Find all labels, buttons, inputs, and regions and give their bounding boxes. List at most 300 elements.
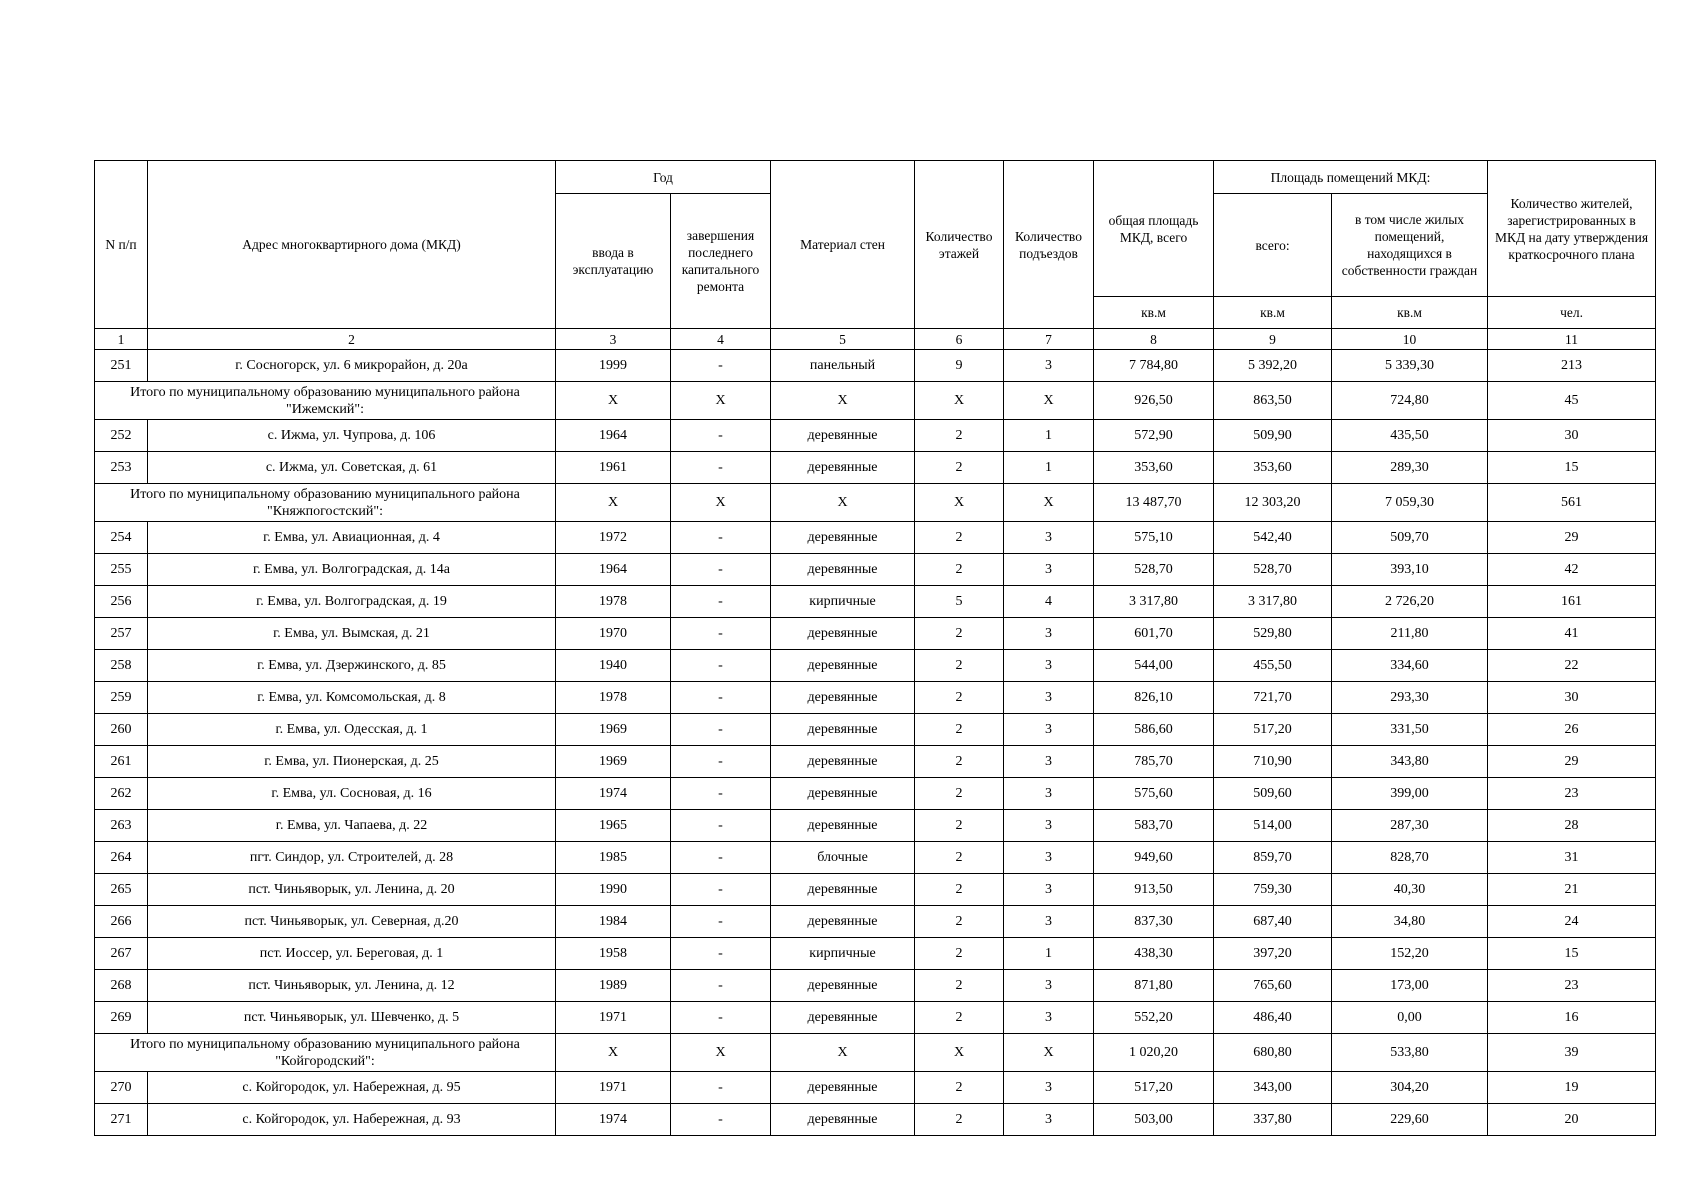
- cell-repair-year: -: [671, 1072, 771, 1104]
- cell-entrances: X: [1004, 1034, 1094, 1072]
- subtotal-row: [95, 382, 1656, 420]
- cell-address: с. Койгородок, ул. Набережная, д. 93: [148, 1104, 556, 1136]
- cell-wall-material: деревянные: [771, 778, 915, 810]
- cell-premises-total: 528,70: [1214, 554, 1332, 586]
- table-row: [95, 586, 1656, 618]
- cell-residents: 19: [1488, 1072, 1656, 1104]
- cell-wall-material: деревянные: [771, 1072, 915, 1104]
- cell-premises-total: 12 303,20: [1214, 484, 1332, 522]
- cell-premises-total: 509,60: [1214, 778, 1332, 810]
- table-row: [95, 1072, 1656, 1104]
- cell-premises-total: 514,00: [1214, 810, 1332, 842]
- cell-residents: 42: [1488, 554, 1656, 586]
- cell-floors: 2: [915, 714, 1004, 746]
- cell-wall-material: деревянные: [771, 650, 915, 682]
- cell-wall-material: деревянные: [771, 1002, 915, 1034]
- cell-premises-total: 343,00: [1214, 1072, 1332, 1104]
- cell-floors: 5: [915, 586, 1004, 618]
- cell-total-area: 353,60: [1094, 452, 1214, 484]
- cell-premises-private: 435,50: [1332, 420, 1488, 452]
- cell-wall-material: деревянные: [771, 746, 915, 778]
- cell-wall-material: деревянные: [771, 420, 915, 452]
- cell-wall-material: деревянные: [771, 874, 915, 906]
- cell-floors: 2: [915, 810, 1004, 842]
- cell-residents: 28: [1488, 810, 1656, 842]
- header-floors: Количество этажей: [915, 161, 1004, 329]
- header-num: N п/п: [95, 161, 148, 329]
- cell-num: 268: [95, 970, 148, 1002]
- cell-address: г. Емва, ул. Одесская, д. 1: [148, 714, 556, 746]
- cell-entrances: 4: [1004, 586, 1094, 618]
- cell-wall-material: X: [771, 382, 915, 420]
- cell-address: с. Ижма, ул. Советская, д. 61: [148, 452, 556, 484]
- cell-total-area: 785,70: [1094, 746, 1214, 778]
- cell-residents: 26: [1488, 714, 1656, 746]
- table-row: [95, 746, 1656, 778]
- cell-residents: 561: [1488, 484, 1656, 522]
- table-row: [95, 714, 1656, 746]
- header-address: Адрес многоквартирного дома (МКД): [148, 161, 556, 329]
- cell-year: 1964: [556, 554, 671, 586]
- cell-num: 267: [95, 938, 148, 970]
- cell-premises-total: 529,80: [1214, 618, 1332, 650]
- cell-num: 252: [95, 420, 148, 452]
- table-row: [95, 350, 1656, 382]
- table-row: [95, 420, 1656, 452]
- cell-residents: 161: [1488, 586, 1656, 618]
- cell-premises-total: 397,20: [1214, 938, 1332, 970]
- cell-total-area: 586,60: [1094, 714, 1214, 746]
- cell-floors: 2: [915, 1072, 1004, 1104]
- cell-wall-material: кирпичные: [771, 586, 915, 618]
- cell-repair-year: -: [671, 778, 771, 810]
- cell-address: с. Ижма, ул. Чупрова, д. 106: [148, 420, 556, 452]
- cell-repair-year: -: [671, 746, 771, 778]
- cell-floors: X: [915, 382, 1004, 420]
- header-entrances: Количество подъездов: [1004, 161, 1094, 329]
- cell-repair-year: X: [671, 382, 771, 420]
- table-row: [95, 1104, 1656, 1136]
- column-number: 9: [1214, 329, 1332, 350]
- header-total-area: общая площадь МКД, всего: [1094, 161, 1214, 297]
- cell-residents: 20: [1488, 1104, 1656, 1136]
- cell-entrances: 1: [1004, 938, 1094, 970]
- cell-premises-private: 724,80: [1332, 382, 1488, 420]
- cell-entrances: 3: [1004, 522, 1094, 554]
- cell-wall-material: кирпичные: [771, 938, 915, 970]
- cell-num: 257: [95, 618, 148, 650]
- cell-total-area: 7 784,80: [1094, 350, 1214, 382]
- cell-premises-private: 40,30: [1332, 874, 1488, 906]
- cell-residents: 30: [1488, 420, 1656, 452]
- cell-year: 1971: [556, 1072, 671, 1104]
- cell-repair-year: -: [671, 970, 771, 1002]
- cell-num: 270: [95, 1072, 148, 1104]
- cell-residents: 30: [1488, 682, 1656, 714]
- cell-total-area: 3 317,80: [1094, 586, 1214, 618]
- cell-premises-private: 5 339,30: [1332, 350, 1488, 382]
- header-wall-material: Материал стен: [771, 161, 915, 329]
- cell-wall-material: деревянные: [771, 682, 915, 714]
- cell-num: 259: [95, 682, 148, 714]
- cell-total-area: 13 487,70: [1094, 484, 1214, 522]
- cell-wall-material: деревянные: [771, 522, 915, 554]
- cell-floors: 2: [915, 452, 1004, 484]
- cell-premises-total: 486,40: [1214, 1002, 1332, 1034]
- cell-total-area: 438,30: [1094, 938, 1214, 970]
- column-number-row: [95, 329, 1656, 350]
- cell-wall-material: деревянные: [771, 1104, 915, 1136]
- cell-num: 269: [95, 1002, 148, 1034]
- cell-repair-year: -: [671, 452, 771, 484]
- cell-total-area: 601,70: [1094, 618, 1214, 650]
- cell-total-area: 528,70: [1094, 554, 1214, 586]
- cell-residents: 213: [1488, 350, 1656, 382]
- cell-repair-year: -: [671, 1104, 771, 1136]
- cell-year: X: [556, 1034, 671, 1072]
- table-row: [95, 522, 1656, 554]
- column-number: 7: [1004, 329, 1094, 350]
- cell-floors: 2: [915, 842, 1004, 874]
- subtotal-label: Итого по муниципальному образованию муниципального района "Княжпогостский":: [95, 484, 556, 522]
- cell-address: г. Емва, ул. Комсомольская, д. 8: [148, 682, 556, 714]
- cell-premises-private: 229,60: [1332, 1104, 1488, 1136]
- cell-total-area: 572,90: [1094, 420, 1214, 452]
- table-row: [95, 650, 1656, 682]
- cell-num: 256: [95, 586, 148, 618]
- cell-year: 1969: [556, 714, 671, 746]
- header-year-group: Год: [556, 161, 771, 194]
- cell-repair-year: -: [671, 810, 771, 842]
- cell-premises-total: 687,40: [1214, 906, 1332, 938]
- header-year-commission: ввода в эксплуатацию: [556, 194, 671, 329]
- cell-floors: 2: [915, 1104, 1004, 1136]
- cell-repair-year: X: [671, 1034, 771, 1072]
- cell-repair-year: X: [671, 484, 771, 522]
- cell-repair-year: -: [671, 586, 771, 618]
- cell-floors: 2: [915, 778, 1004, 810]
- cell-year: 1974: [556, 1104, 671, 1136]
- cell-address: г. Емва, ул. Пионерская, д. 25: [148, 746, 556, 778]
- cell-address: г. Емва, ул. Авиационная, д. 4: [148, 522, 556, 554]
- cell-residents: 21: [1488, 874, 1656, 906]
- cell-premises-private: 533,80: [1332, 1034, 1488, 1072]
- cell-repair-year: -: [671, 618, 771, 650]
- cell-wall-material: деревянные: [771, 618, 915, 650]
- cell-num: 264: [95, 842, 148, 874]
- cell-repair-year: -: [671, 1002, 771, 1034]
- cell-total-area: 575,10: [1094, 522, 1214, 554]
- cell-entrances: X: [1004, 484, 1094, 522]
- column-number: 8: [1094, 329, 1214, 350]
- table-row: [95, 938, 1656, 970]
- cell-total-area: 913,50: [1094, 874, 1214, 906]
- cell-premises-total: 710,90: [1214, 746, 1332, 778]
- cell-floors: X: [915, 1034, 1004, 1072]
- cell-entrances: 3: [1004, 554, 1094, 586]
- cell-wall-material: деревянные: [771, 714, 915, 746]
- cell-premises-private: 399,00: [1332, 778, 1488, 810]
- table-row: [95, 1002, 1656, 1034]
- cell-address: пст. Чиньяворык, ул. Ленина, д. 20: [148, 874, 556, 906]
- table-row: [95, 682, 1656, 714]
- cell-num: 265: [95, 874, 148, 906]
- cell-address: пст. Иоссер, ул. Береговая, д. 1: [148, 938, 556, 970]
- cell-year: X: [556, 382, 671, 420]
- cell-num: 271: [95, 1104, 148, 1136]
- cell-residents: 22: [1488, 650, 1656, 682]
- cell-entrances: 3: [1004, 1002, 1094, 1034]
- cell-floors: 2: [915, 420, 1004, 452]
- cell-residents: 16: [1488, 1002, 1656, 1034]
- cell-wall-material: деревянные: [771, 906, 915, 938]
- column-number: 5: [771, 329, 915, 350]
- cell-floors: 2: [915, 874, 1004, 906]
- cell-total-area: 826,10: [1094, 682, 1214, 714]
- cell-year: 1974: [556, 778, 671, 810]
- cell-premises-total: 337,80: [1214, 1104, 1332, 1136]
- header-residents: Количество жителей, зарегистрированных в МКД на дату утверждения краткосрочного плана: [1488, 161, 1656, 297]
- cell-address: г. Емва, ул. Вымская, д. 21: [148, 618, 556, 650]
- table-row: [95, 452, 1656, 484]
- cell-address: пгт. Синдор, ул. Строителей, д. 28: [148, 842, 556, 874]
- cell-repair-year: -: [671, 554, 771, 586]
- cell-residents: 29: [1488, 522, 1656, 554]
- cell-premises-private: 287,30: [1332, 810, 1488, 842]
- cell-premises-private: 343,80: [1332, 746, 1488, 778]
- subtotal-label: Итого по муниципальному образованию муниципального района "Койгородский":: [95, 1034, 556, 1072]
- header-premises-area-group: Площадь помещений МКД:: [1214, 161, 1488, 194]
- cell-floors: 2: [915, 938, 1004, 970]
- cell-premises-total: 3 317,80: [1214, 586, 1332, 618]
- cell-year: 1961: [556, 452, 671, 484]
- mkd-repair-plan-table: [94, 160, 1656, 1136]
- cell-total-area: 837,30: [1094, 906, 1214, 938]
- cell-premises-total: 455,50: [1214, 650, 1332, 682]
- table-row: [95, 842, 1656, 874]
- cell-repair-year: -: [671, 714, 771, 746]
- cell-floors: 2: [915, 682, 1004, 714]
- cell-floors: 2: [915, 746, 1004, 778]
- cell-entrances: 1: [1004, 452, 1094, 484]
- cell-year: X: [556, 484, 671, 522]
- cell-year: 1978: [556, 586, 671, 618]
- cell-premises-total: 759,30: [1214, 874, 1332, 906]
- cell-residents: 29: [1488, 746, 1656, 778]
- cell-premises-private: 304,20: [1332, 1072, 1488, 1104]
- cell-year: 1969: [556, 746, 671, 778]
- cell-address: пст. Чиньяворык, ул. Северная, д.20: [148, 906, 556, 938]
- cell-year: 1971: [556, 1002, 671, 1034]
- table-row: [95, 554, 1656, 586]
- cell-year: 1990: [556, 874, 671, 906]
- cell-residents: 39: [1488, 1034, 1656, 1072]
- cell-total-area: 552,20: [1094, 1002, 1214, 1034]
- cell-entrances: 3: [1004, 842, 1094, 874]
- cell-premises-private: 828,70: [1332, 842, 1488, 874]
- cell-premises-private: 0,00: [1332, 1002, 1488, 1034]
- cell-year: 1970: [556, 618, 671, 650]
- cell-premises-private: 152,20: [1332, 938, 1488, 970]
- table-row: [95, 810, 1656, 842]
- cell-num: 255: [95, 554, 148, 586]
- cell-premises-total: 721,70: [1214, 682, 1332, 714]
- cell-floors: 2: [915, 522, 1004, 554]
- cell-wall-material: блочные: [771, 842, 915, 874]
- cell-entrances: 3: [1004, 810, 1094, 842]
- cell-residents: 45: [1488, 382, 1656, 420]
- cell-premises-private: 331,50: [1332, 714, 1488, 746]
- cell-floors: 2: [915, 1002, 1004, 1034]
- cell-wall-material: X: [771, 1034, 915, 1072]
- cell-wall-material: деревянные: [771, 452, 915, 484]
- cell-residents: 41: [1488, 618, 1656, 650]
- table-row: [95, 970, 1656, 1002]
- cell-floors: 9: [915, 350, 1004, 382]
- cell-repair-year: -: [671, 350, 771, 382]
- cell-repair-year: -: [671, 938, 771, 970]
- table-row: [95, 618, 1656, 650]
- cell-repair-year: -: [671, 682, 771, 714]
- cell-repair-year: -: [671, 906, 771, 938]
- cell-year: 1999: [556, 350, 671, 382]
- cell-num: 266: [95, 906, 148, 938]
- cell-premises-total: 765,60: [1214, 970, 1332, 1002]
- cell-premises-private: 7 059,30: [1332, 484, 1488, 522]
- cell-premises-private: 289,30: [1332, 452, 1488, 484]
- cell-residents: 15: [1488, 452, 1656, 484]
- header-year-repair: завершения последнего капитального ремонта: [671, 194, 771, 329]
- cell-premises-private: 293,30: [1332, 682, 1488, 714]
- cell-premises-private: 334,60: [1332, 650, 1488, 682]
- cell-total-area: 517,20: [1094, 1072, 1214, 1104]
- cell-repair-year: -: [671, 874, 771, 906]
- cell-repair-year: -: [671, 522, 771, 554]
- cell-num: 253: [95, 452, 148, 484]
- cell-address: г. Емва, ул. Чапаева, д. 22: [148, 810, 556, 842]
- cell-entrances: 1: [1004, 420, 1094, 452]
- cell-year: 1958: [556, 938, 671, 970]
- cell-num: 258: [95, 650, 148, 682]
- cell-year: 1989: [556, 970, 671, 1002]
- unit-total-area: кв.м: [1094, 297, 1214, 329]
- cell-repair-year: -: [671, 650, 771, 682]
- cell-premises-private: 34,80: [1332, 906, 1488, 938]
- cell-num: 262: [95, 778, 148, 810]
- cell-floors: 2: [915, 554, 1004, 586]
- cell-residents: 23: [1488, 778, 1656, 810]
- cell-entrances: 3: [1004, 970, 1094, 1002]
- cell-total-area: 949,60: [1094, 842, 1214, 874]
- cell-num: 254: [95, 522, 148, 554]
- cell-entrances: X: [1004, 382, 1094, 420]
- table-row: [95, 906, 1656, 938]
- cell-total-area: 544,00: [1094, 650, 1214, 682]
- cell-num: 260: [95, 714, 148, 746]
- cell-year: 1964: [556, 420, 671, 452]
- unit-residents: чел.: [1488, 297, 1656, 329]
- subtotal-row: [95, 1034, 1656, 1072]
- cell-num: 251: [95, 350, 148, 382]
- column-number: 6: [915, 329, 1004, 350]
- cell-premises-private: 393,10: [1332, 554, 1488, 586]
- cell-premises-total: 859,70: [1214, 842, 1332, 874]
- column-number: 11: [1488, 329, 1656, 350]
- cell-address: г. Емва, ул. Сосновая, д. 16: [148, 778, 556, 810]
- cell-address: пст. Чиньяворык, ул. Шевченко, д. 5: [148, 1002, 556, 1034]
- cell-entrances: 3: [1004, 906, 1094, 938]
- cell-wall-material: деревянные: [771, 554, 915, 586]
- cell-floors: 2: [915, 650, 1004, 682]
- cell-premises-total: 353,60: [1214, 452, 1332, 484]
- cell-num: 263: [95, 810, 148, 842]
- cell-total-area: 583,70: [1094, 810, 1214, 842]
- cell-year: 1978: [556, 682, 671, 714]
- table-row: [95, 778, 1656, 810]
- cell-total-area: 575,60: [1094, 778, 1214, 810]
- column-number: 3: [556, 329, 671, 350]
- cell-address: г. Емва, ул. Волгоградская, д. 14а: [148, 554, 556, 586]
- cell-residents: 23: [1488, 970, 1656, 1002]
- cell-residents: 24: [1488, 906, 1656, 938]
- cell-total-area: 503,00: [1094, 1104, 1214, 1136]
- cell-year: 1984: [556, 906, 671, 938]
- cell-premises-total: 517,20: [1214, 714, 1332, 746]
- cell-entrances: 3: [1004, 682, 1094, 714]
- cell-entrances: 3: [1004, 650, 1094, 682]
- cell-year: 1985: [556, 842, 671, 874]
- cell-entrances: 3: [1004, 1072, 1094, 1104]
- cell-entrances: 3: [1004, 1104, 1094, 1136]
- cell-premises-total: 509,90: [1214, 420, 1332, 452]
- cell-premises-total: 5 392,20: [1214, 350, 1332, 382]
- table-header: [95, 161, 1656, 350]
- cell-premises-total: 542,40: [1214, 522, 1332, 554]
- column-number: 10: [1332, 329, 1488, 350]
- cell-total-area: 1 020,20: [1094, 1034, 1214, 1072]
- cell-address: г. Сосногорск, ул. 6 микрорайон, д. 20а: [148, 350, 556, 382]
- cell-year: 1965: [556, 810, 671, 842]
- cell-entrances: 3: [1004, 618, 1094, 650]
- cell-address: пст. Чиньяворык, ул. Ленина, д. 12: [148, 970, 556, 1002]
- unit-premises-total: кв.м: [1214, 297, 1332, 329]
- cell-floors: 2: [915, 906, 1004, 938]
- cell-year: 1940: [556, 650, 671, 682]
- cell-premises-total: 680,80: [1214, 1034, 1332, 1072]
- cell-repair-year: -: [671, 420, 771, 452]
- cell-address: с. Койгородок, ул. Набережная, д. 95: [148, 1072, 556, 1104]
- column-number: 4: [671, 329, 771, 350]
- cell-premises-private: 173,00: [1332, 970, 1488, 1002]
- cell-floors: 2: [915, 970, 1004, 1002]
- subtotal-row: [95, 484, 1656, 522]
- cell-num: 261: [95, 746, 148, 778]
- cell-entrances: 3: [1004, 714, 1094, 746]
- cell-floors: 2: [915, 618, 1004, 650]
- column-number: 1: [95, 329, 148, 350]
- cell-repair-year: -: [671, 842, 771, 874]
- subtotal-label: Итого по муниципальному образованию муниципального района "Ижемский":: [95, 382, 556, 420]
- cell-residents: 15: [1488, 938, 1656, 970]
- cell-entrances: 3: [1004, 350, 1094, 382]
- cell-total-area: 926,50: [1094, 382, 1214, 420]
- cell-address: г. Емва, ул. Дзержинского, д. 85: [148, 650, 556, 682]
- cell-wall-material: панельный: [771, 350, 915, 382]
- cell-premises-private: 2 726,20: [1332, 586, 1488, 618]
- cell-entrances: 3: [1004, 746, 1094, 778]
- header-premises-total: всего:: [1214, 194, 1332, 297]
- cell-entrances: 3: [1004, 874, 1094, 906]
